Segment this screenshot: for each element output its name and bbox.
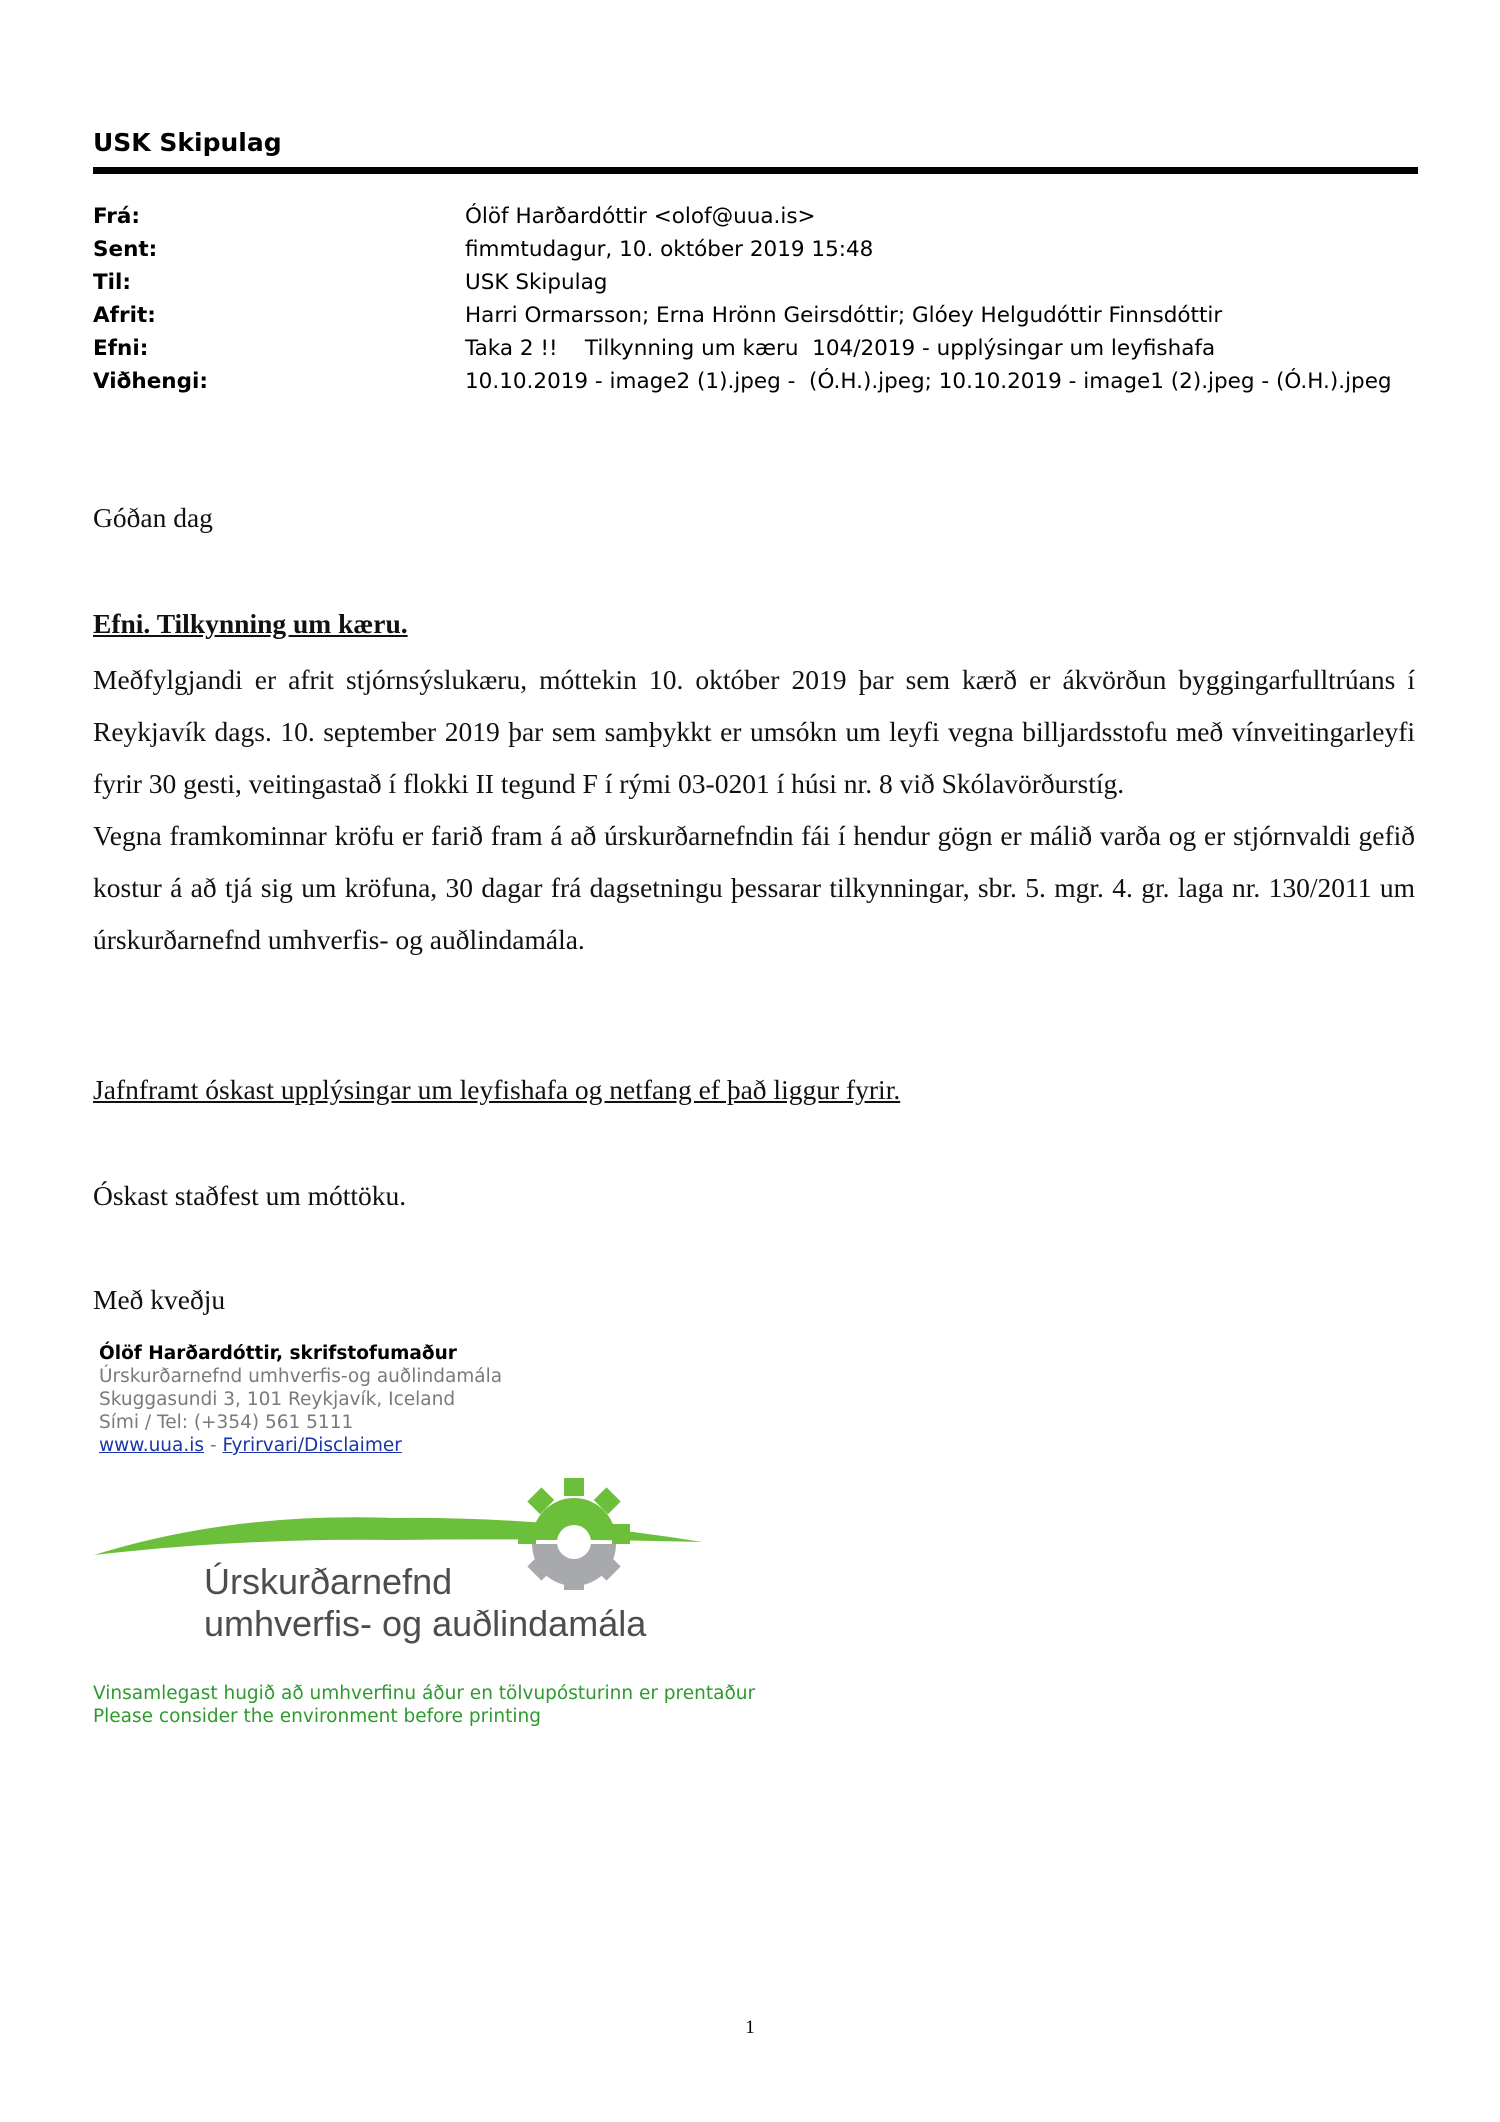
website-link[interactable]: www.uua.is xyxy=(99,1435,205,1456)
header-rule xyxy=(93,167,1418,174)
confirm-line: Óskast staðfest um móttöku. xyxy=(93,1180,407,1211)
signature-phone: Sími / Tel: (+354) 561 5111 xyxy=(99,1412,354,1433)
request-line: Jafnframt óskast upplýsingar um leyfishafa og netfang ef það liggur fyrir. xyxy=(93,1074,901,1105)
org-logo xyxy=(92,1478,704,1656)
signature-address: Skuggasundi 3, 101 Reykjavík, Iceland xyxy=(99,1389,456,1410)
to-label: Til: xyxy=(93,270,132,295)
header-row-subject xyxy=(93,332,1413,365)
signature-block xyxy=(99,1342,502,1457)
environment-note xyxy=(93,1682,755,1728)
from-value: Ólöf Harðardóttir <olof@uua.is> xyxy=(465,204,816,229)
attachments-value: 10.10.2019 - image2 (1).jpeg - (Ó.H.).jpeg; 10.10.2019 - image1 (2).jpeg - (Ó.H.).jpeg xyxy=(465,369,1392,394)
letter-subject: Efni. Tilkynning um kæru. xyxy=(93,608,408,639)
mailbox-title: USK Skipulag xyxy=(93,128,282,157)
subject-label: Efni: xyxy=(93,336,149,361)
attachments-label: Viðhengi: xyxy=(93,369,208,394)
from-label: Frá: xyxy=(93,204,141,229)
sent-value: fimmtudagur, 10. október 2019 15:48 xyxy=(465,237,874,262)
header-row-from xyxy=(93,200,1413,233)
logo-text-line-1: Úrskurðarnefnd xyxy=(204,1561,453,1602)
paragraph-2: Vegna framkominnar kröfu er farið fram á að úrskurðarnefndin fái í hendur gögn er málið varða og er stjórnvaldi gefið kostur á að tjá sig um kröfuna, 30 dagar frá dagsetningu þessarar tilkynningar, sbr. 5. mgr. 4. gr. laga nr. 130/2011 um úrskurðarnefnd umhverfis- og auðlindamála. xyxy=(93,820,1415,955)
email-header xyxy=(93,200,1413,398)
closing: Með kveðju xyxy=(93,1284,226,1315)
cc-label: Afrit: xyxy=(93,303,156,328)
paragraph-1: Meðfylgjandi er afrit stjórnsýslukæru, móttekin 10. október 2019 þar sem kærð er ákvörðun byggingarfulltrúans í Reykjavík dags. 10. september 2019 þar sem samþykkt er umsókn um leyfi vegna billjardsstofu með vínveitingarleyfi fyrir 30 gesti, veitingastað í flokki II tegund F í rými 03-0201 í húsi nr. 8 við Skólavörðurstíg. xyxy=(93,664,1415,799)
header-row-sent xyxy=(93,233,1413,266)
letter-body xyxy=(93,654,1415,966)
subject-value: Taka 2 !! Tilkynning um kæru 104/2019 - upplýsingar um leyfishafa xyxy=(465,336,1216,361)
logo-text-line-2: umhverfis- og auðlindamála xyxy=(204,1603,647,1644)
page-number: 1 xyxy=(745,2017,755,2038)
to-value: USK Skipulag xyxy=(465,270,608,295)
sent-label: Sent: xyxy=(93,237,158,262)
environment-note-en: Please consider the environment before printing xyxy=(93,1706,541,1727)
greeting: Góðan dag xyxy=(93,502,213,533)
environment-note-is: Vinsamlegast hugið að umhverfinu áður en tölvupósturinn er prentaður xyxy=(93,1683,756,1704)
signature-name: Ólöf Harðardóttir, skrifstofumaður xyxy=(99,1343,457,1364)
header-row-cc xyxy=(93,299,1413,332)
disclaimer-link[interactable]: Fyrirvari/Disclaimer xyxy=(222,1435,402,1456)
link-separator: - xyxy=(209,1435,217,1456)
header-row-to xyxy=(93,266,1413,299)
gear-icon xyxy=(518,1478,630,1590)
signature-org: Úrskurðarnefnd umhverfis-og auðlindamála xyxy=(99,1366,503,1387)
signature-links xyxy=(99,1434,502,1457)
cc-value: Harri Ormarsson; Erna Hrönn Geirsdóttir; Glóey Helgudóttir Finnsdóttir xyxy=(465,303,1223,328)
header-row-attachments xyxy=(93,365,1413,398)
